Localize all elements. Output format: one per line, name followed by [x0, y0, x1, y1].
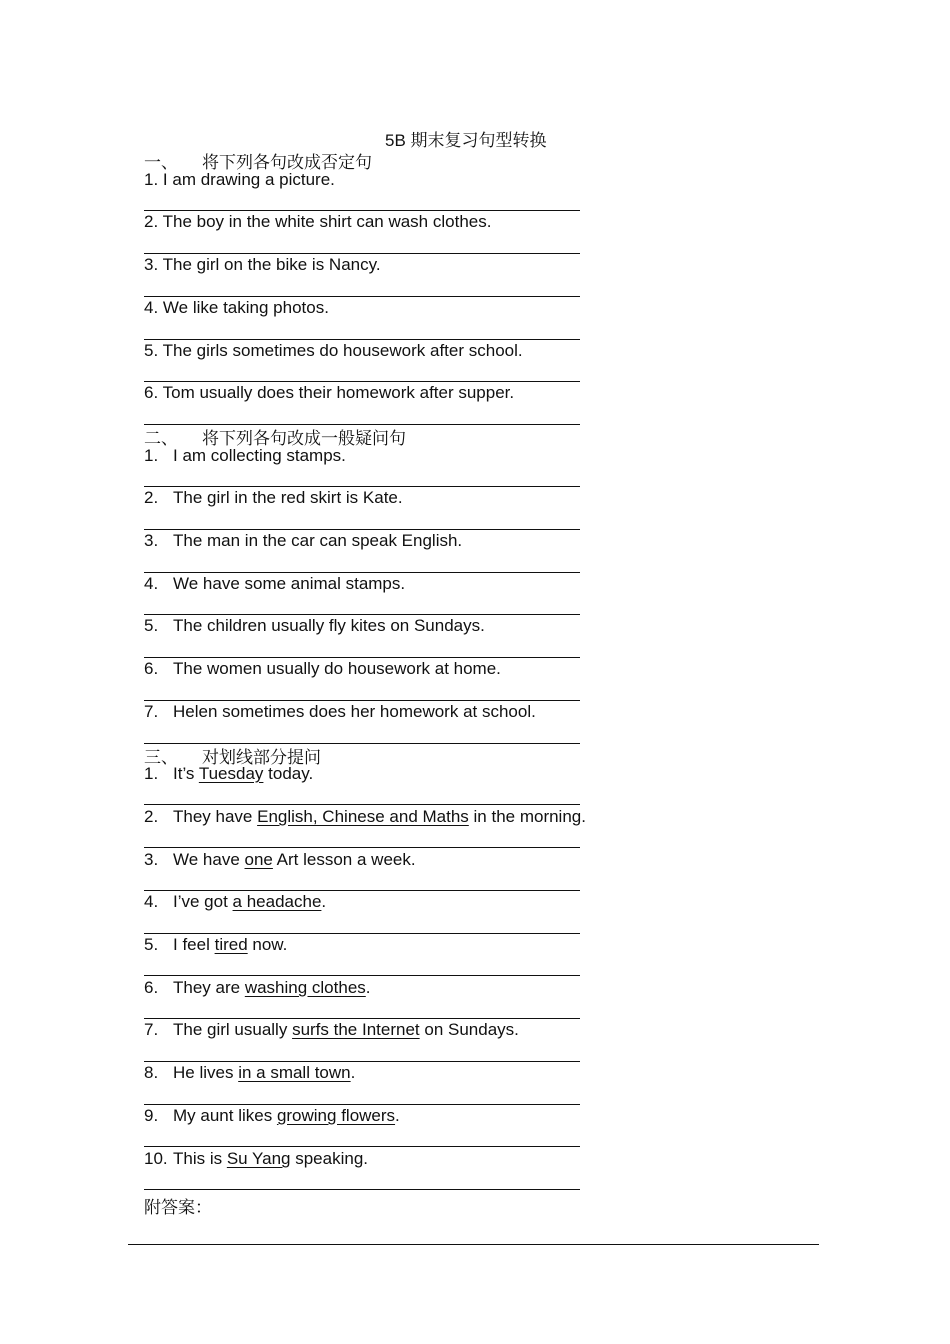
- underlined-phrase: Su Yang: [226, 1149, 291, 1168]
- answer-line[interactable]: [144, 975, 580, 976]
- section-number: 一、: [144, 153, 178, 172]
- underlined-phrase: English, Chinese and Maths: [257, 807, 469, 826]
- answer-line[interactable]: [144, 847, 580, 848]
- answer-line[interactable]: [144, 933, 580, 934]
- answer-line[interactable]: [144, 572, 580, 573]
- question: 5. The children usually fly kites on Sundays.: [144, 616, 485, 635]
- question: 10. This is Su Yang speaking.: [144, 1149, 368, 1168]
- question: 4. We like taking photos.: [144, 298, 329, 317]
- section-title: 将下列各句改成否定句: [202, 153, 372, 172]
- answer-line[interactable]: [144, 253, 580, 254]
- question: 6. Tom usually does their homework after supper.: [144, 383, 515, 402]
- question: 3. The man in the car can speak English.: [144, 531, 463, 550]
- page-title: 5B 期末复习句型转换: [385, 131, 547, 150]
- answer-line[interactable]: [144, 529, 580, 530]
- question: 3. We have one Art lesson a week.: [144, 850, 416, 869]
- section-title: 将下列各句改成一般疑问句: [202, 429, 406, 448]
- question: 2. They have English, Chinese and Maths in the morning.: [144, 807, 586, 826]
- question: 2. The boy in the white shirt can wash clothes.: [144, 212, 492, 231]
- question: 1. It’s Tuesday today.: [144, 764, 314, 783]
- question: 3. The girl on the bike is Nancy.: [144, 255, 381, 274]
- question: 1. I am drawing a picture.: [144, 170, 335, 189]
- underlined-phrase: growing flowers: [276, 1106, 396, 1125]
- underlined-phrase: Tuesday: [198, 764, 264, 783]
- answer-line[interactable]: [144, 890, 580, 891]
- underlined-phrase: tired: [214, 935, 248, 954]
- question: 5. I feel tired now.: [144, 935, 288, 954]
- answer-line[interactable]: [144, 486, 580, 487]
- underlined-phrase: washing clothes: [244, 978, 366, 997]
- underlined-phrase: a headache: [232, 892, 322, 911]
- answer-line[interactable]: [144, 1146, 580, 1147]
- question: 4. We have some animal stamps.: [144, 574, 406, 593]
- question: 6. They are washing clothes.: [144, 978, 371, 997]
- answer-key-label: 附答案：: [144, 1198, 212, 1217]
- section-number: 三、: [144, 748, 178, 767]
- question: 1. I am collecting stamps.: [144, 446, 346, 465]
- answer-line[interactable]: [144, 1018, 580, 1019]
- underlined-phrase: in a small town: [238, 1063, 351, 1082]
- question: 4. I’ve got a headache.: [144, 892, 327, 911]
- footer-divider: [128, 1244, 819, 1245]
- question: 6. The women usually do housework at home.: [144, 659, 501, 678]
- answer-line[interactable]: [144, 339, 580, 340]
- answer-line[interactable]: [144, 1061, 580, 1062]
- question: 8. He lives in a small town.: [144, 1063, 356, 1082]
- answer-line[interactable]: [144, 614, 580, 615]
- question: 9. My aunt likes growing flowers.: [144, 1106, 400, 1125]
- answer-line[interactable]: [144, 381, 580, 382]
- question: 7. Helen sometimes does her homework at school.: [144, 702, 536, 721]
- answer-line[interactable]: [144, 804, 580, 805]
- question: 5. The girls sometimes do housework after school.: [144, 341, 523, 360]
- answer-line[interactable]: [144, 1189, 580, 1190]
- answer-line[interactable]: [144, 700, 580, 701]
- answer-line[interactable]: [144, 657, 580, 658]
- section-title: 对划线部分提问: [202, 748, 321, 767]
- underlined-phrase: surfs the Internet: [292, 1020, 420, 1039]
- answer-line[interactable]: [144, 210, 580, 211]
- underlined-phrase: one: [244, 850, 273, 869]
- question: 7. The girl usually surfs the Internet on Sundays.: [144, 1020, 519, 1039]
- question: 2. The girl in the red skirt is Kate.: [144, 488, 403, 507]
- answer-line[interactable]: [144, 296, 580, 297]
- section-number: 二、: [144, 429, 178, 448]
- answer-line[interactable]: [144, 1104, 580, 1105]
